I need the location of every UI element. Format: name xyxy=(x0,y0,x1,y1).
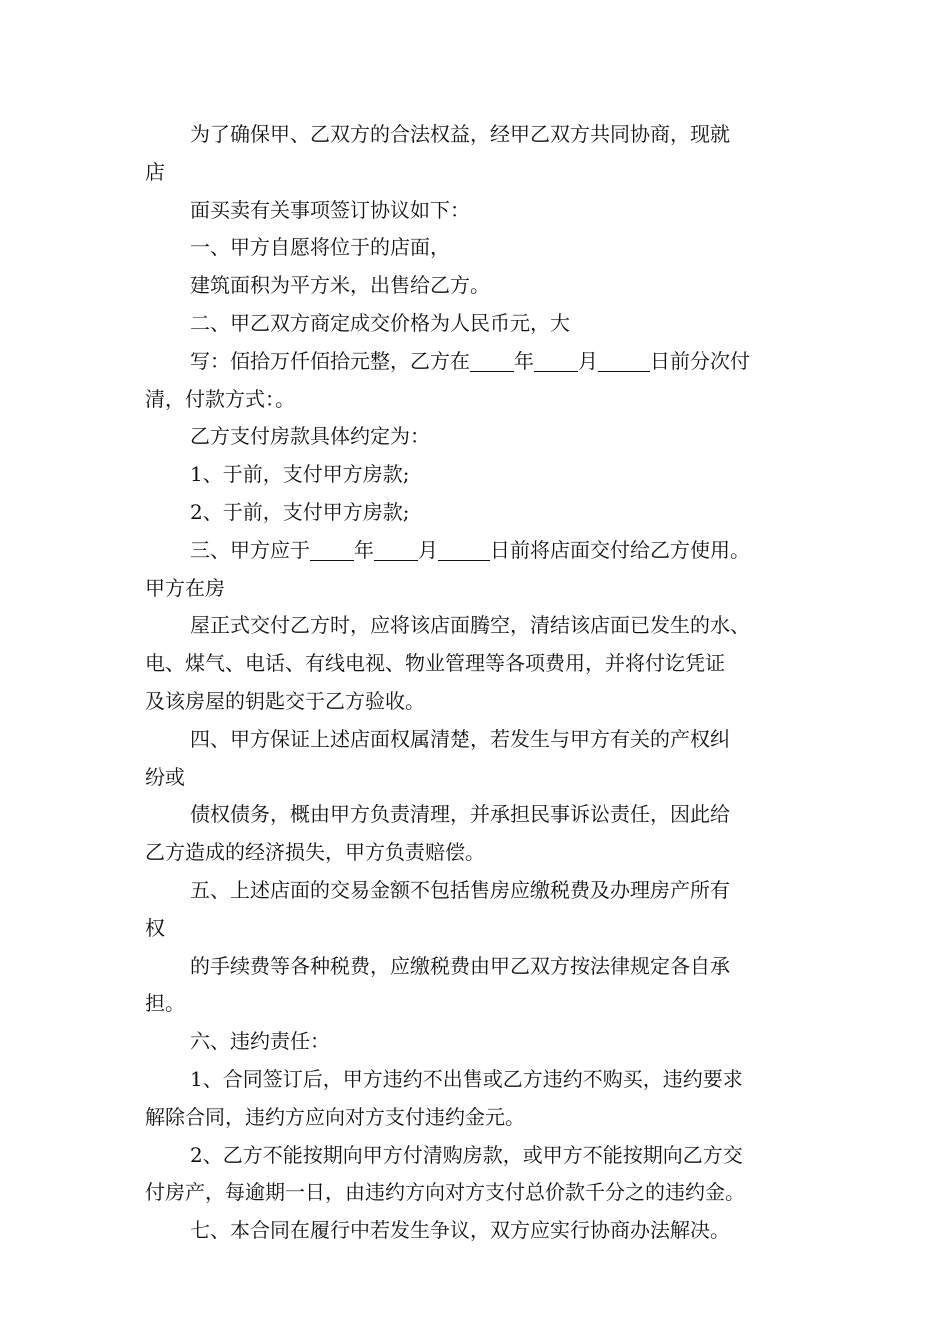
text-line: 面买卖有关事项签订协议如下： xyxy=(190,197,470,222)
text-line: 1、合同签订后，甲方违约不出售或乙方违约不购买，违约要求 xyxy=(190,1066,743,1091)
handover-prefix: 三、甲方应于 xyxy=(190,537,310,562)
text-line: 四、甲方保证上述店面权属清楚，若发生与甲方有关的产权纠 xyxy=(190,726,730,751)
text-line: 解除合同，违约方应向对方支付违约金元。 xyxy=(145,1104,525,1129)
text-line: 甲方在房 xyxy=(145,575,225,600)
text-line: 乙方支付房款具体约定为： xyxy=(190,424,430,449)
month-blank xyxy=(534,349,578,372)
text-line: 的手续费等各种税费，应缴税费由甲乙双方按法律规定各自承 xyxy=(190,953,730,978)
payment-suffix: 日前分次付 xyxy=(650,348,750,373)
day-blank xyxy=(438,538,490,561)
year-label: 年 xyxy=(354,537,374,562)
contract-body xyxy=(145,116,810,1250)
handover-suffix: 日前将店面交付给乙方使用。 xyxy=(490,537,750,562)
text-line: 乙方造成的经济损失，甲方负责赔偿。 xyxy=(145,840,485,865)
text-line: 2、于前，支付甲方房款; xyxy=(190,499,410,524)
text-line: 权 xyxy=(145,915,165,940)
text-line: 七、本合同在履行中若发生争议，双方应实行协商办法解决。 xyxy=(190,1218,730,1243)
text-line: 1、于前，支付甲方房款; xyxy=(190,462,410,487)
text-line: 2、乙方不能按期向甲方付清购房款，或甲方不能按期向乙方交 xyxy=(190,1142,743,1167)
text-line: 及该房屋的钥匙交于乙方验收。 xyxy=(145,688,425,713)
year-label: 年 xyxy=(514,348,534,373)
text-line: 付房产，每逾期一日，由违约方向对方支付总价款千分之的违约金。 xyxy=(145,1180,745,1205)
payment-schedule-line xyxy=(145,343,810,381)
text-line: 为了确保甲、乙双方的合法权益，经甲乙双方共同协商，现就 xyxy=(190,122,730,146)
text-line: 二、甲乙双方商定成交价格为人民币元，大 xyxy=(190,310,570,335)
year-blank xyxy=(310,538,354,561)
year-blank xyxy=(470,349,514,372)
month-label: 月 xyxy=(578,348,598,373)
text-line: 店 xyxy=(145,159,165,184)
text-line: 六、违约责任： xyxy=(190,1029,330,1054)
text-line: 债权债务，概由甲方负责清理，并承担民事诉讼责任，因此给 xyxy=(190,802,730,827)
text-line: 纷或 xyxy=(145,764,185,789)
text-line: 担。 xyxy=(145,991,185,1016)
text-line: 屋正式交付乙方时，应将该店面腾空，清结该店面已发生的水、 xyxy=(190,613,750,638)
text-line: 电、煤气、电话、有线电视、物业管理等各项费用，并将付讫凭证 xyxy=(145,651,725,676)
text-line: 建筑面积为平方米，出售给乙方。 xyxy=(190,273,490,298)
handover-date-line xyxy=(145,532,810,570)
month-label: 月 xyxy=(418,537,438,562)
month-blank xyxy=(374,538,418,561)
text-line: 五、上述店面的交易金额不包括售房应缴税费及办理房产所有 xyxy=(190,877,730,902)
text-line: 一、甲方自愿将位于的店面， xyxy=(190,235,450,260)
day-blank xyxy=(598,349,650,372)
text-line: 清，付款方式：。 xyxy=(145,386,295,411)
payment-prefix: 写：佰拾万仟佰拾元整，乙方在 xyxy=(190,348,470,373)
